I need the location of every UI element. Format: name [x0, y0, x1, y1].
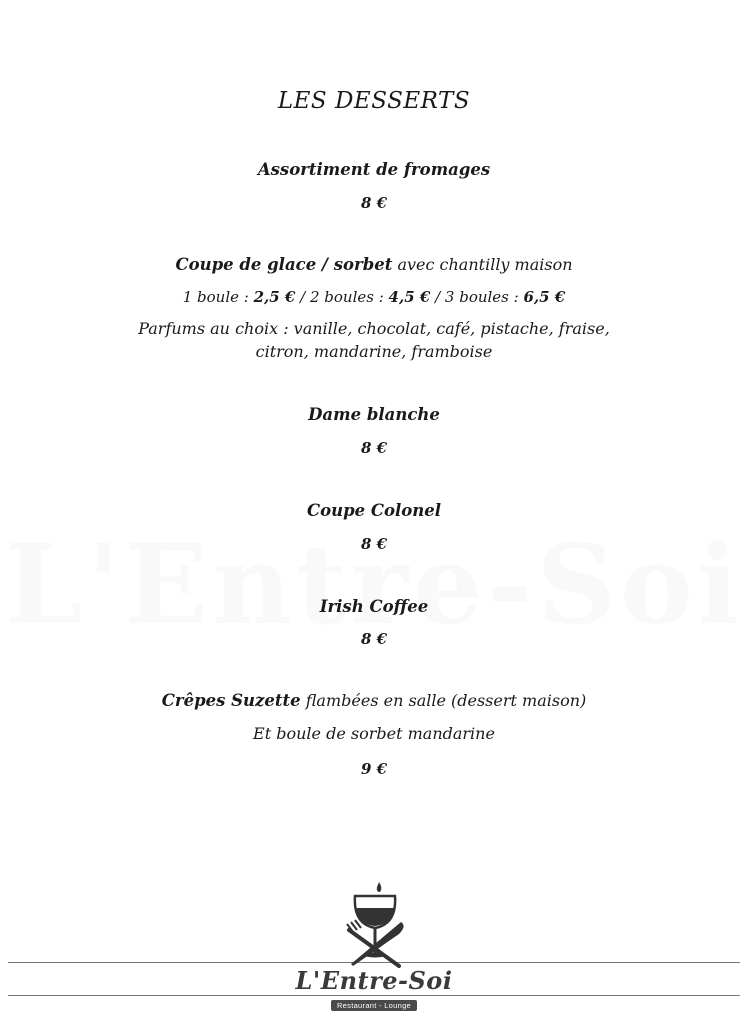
- item-name-coupe-colonel: Coupe Colonel: [306, 501, 442, 520]
- item-crepes-suzette: [0, 691, 748, 710]
- menu-title: LES DESSERTS: [277, 88, 471, 114]
- logo-name: L'Entre-Soi: [295, 966, 453, 995]
- flavors-line-2: citron, mandarine, framboise: [255, 342, 493, 361]
- flavors-line-1: Parfums au choix : vanille, chocolat, café, pistache, fraise,: [138, 319, 610, 338]
- item-name-crepes-suzette: Crêpes Suzette: [161, 691, 301, 710]
- logo-tagline-wrap: [0, 993, 748, 1012]
- wine-glass-fork-knife-icon: [337, 880, 413, 970]
- item-extra-crepes-suzette: Et boule de sorbet mandarine: [253, 724, 495, 743]
- pricing-value-2: 4,5 €: [388, 288, 431, 306]
- pricing-label-1: 1 boule :: [182, 288, 254, 306]
- item-pricing-coupe-glace: [0, 288, 748, 306]
- item-name-irish-coffee: Irish Coffee: [319, 597, 429, 616]
- item-price-crepes-suzette: 9 €: [360, 760, 388, 778]
- item-name-fromages: Assortiment de fromages: [257, 160, 491, 179]
- item-name-coupe-glace: Coupe de glace / sorbet: [175, 255, 393, 274]
- logo-tagline: Restaurant - Lounge: [331, 1000, 417, 1011]
- pricing-value-3: 6,5 €: [523, 288, 566, 306]
- pricing-label-2: / 2 boules :: [295, 288, 389, 306]
- item-note-coupe-glace: avec chantilly maison: [392, 255, 573, 274]
- item-price-coupe-colonel: 8 €: [360, 535, 388, 553]
- item-coupe-glace: [0, 255, 748, 274]
- item-price-dame-blanche: 8 €: [360, 439, 388, 457]
- item-note-crepes-suzette: flambées en salle (dessert maison): [300, 691, 587, 710]
- item-price-fromages: 8 €: [360, 194, 388, 212]
- item-price-irish-coffee: 8 €: [360, 630, 388, 648]
- pricing-label-3: / 3 boules :: [430, 288, 524, 306]
- pricing-value-1: 2,5 €: [253, 288, 296, 306]
- item-name-dame-blanche: Dame blanche: [308, 405, 440, 424]
